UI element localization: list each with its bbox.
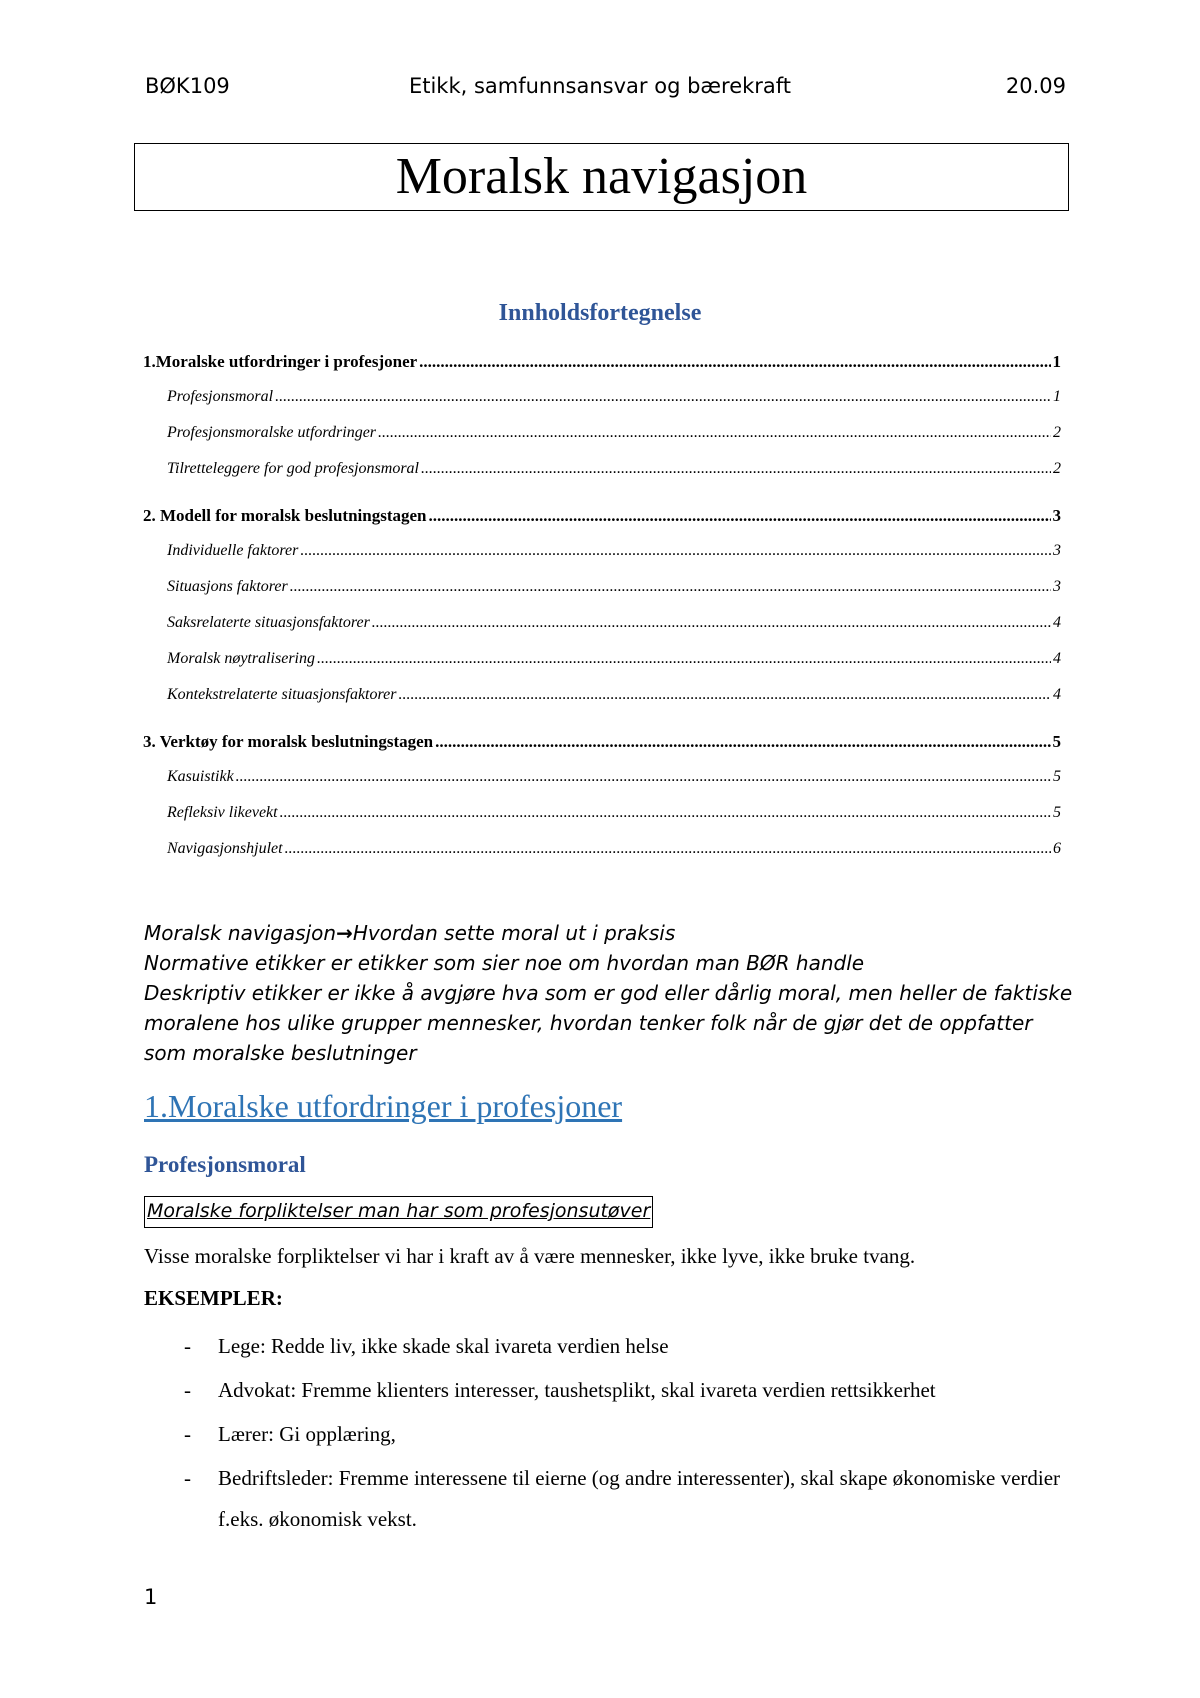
toc-heading: Innholdsfortegnelse	[498, 300, 702, 326]
examples-list	[184, 1326, 1064, 1543]
note-line	[144, 918, 1074, 948]
list-item	[184, 1458, 1064, 1540]
toc-entry[interactable]	[143, 804, 1061, 840]
list-item-text: Lege: Redde liv, ikke skade skal ivareta verdien helse	[218, 1334, 669, 1358]
toc-entry[interactable]	[143, 424, 1061, 460]
toc-leader-dots	[280, 804, 1051, 822]
toc-entry[interactable]	[143, 840, 1061, 876]
dash-bullet: -	[184, 1466, 191, 1490]
toc-entry-page: 3	[1052, 506, 1061, 525]
dash-bullet: -	[184, 1378, 191, 1402]
toc-leader-dots	[285, 840, 1051, 858]
toc-entry-page: 1	[1053, 388, 1061, 405]
toc-entry-page: 1	[1052, 352, 1061, 371]
note-line: Normative etikker er etikker som sier noe om hvordan man BØR handle	[144, 951, 865, 975]
dash-bullet: -	[184, 1422, 191, 1446]
toc-entry-page: 4	[1053, 650, 1061, 667]
list-item	[184, 1326, 1064, 1367]
toc-entry[interactable]	[143, 388, 1061, 424]
toc-entry-label: Profesjonsmoral	[167, 388, 274, 405]
toc-entry-page: 3	[1053, 542, 1061, 559]
toc-entry[interactable]	[143, 650, 1061, 686]
table-of-contents	[143, 352, 1061, 876]
toc-entry-label: 1.Moralske utfordringer i profesjoner	[143, 352, 418, 371]
toc-entry[interactable]	[143, 578, 1061, 614]
toc-entry[interactable]	[143, 732, 1061, 768]
document-title: Moralsk navigasjon	[134, 143, 1069, 211]
toc-entry-page: 4	[1053, 686, 1061, 703]
toc-entry-page: 5	[1052, 732, 1061, 751]
section-heading: 1.Moralske utfordringer i profesjoner	[144, 1088, 623, 1124]
toc-entry-page: 2	[1053, 460, 1061, 477]
toc-entry-label: Refleksiv likevekt	[167, 804, 278, 821]
body-paragraph: Visse moralske forpliktelser vi har i kraft av å være mennesker, ikke lyve, ikke bruke tvang.	[144, 1244, 916, 1268]
header-course-code: BØK109	[145, 74, 230, 98]
toc-entry[interactable]	[143, 352, 1061, 388]
list-item-text: Advokat: Fremme klienters interesser, taushetsplikt, skal ivareta verdien rettsikkerhet	[218, 1378, 936, 1402]
toc-entry[interactable]	[143, 768, 1061, 804]
toc-entry-label: Tilretteleggere for god profesjonsmoral	[167, 460, 419, 477]
toc-entry-label: Profesjonsmoralske utfordringer	[167, 424, 377, 441]
toc-entry-label: Individuelle faktorer	[167, 542, 299, 559]
toc-entry-page: 2	[1053, 424, 1061, 441]
toc-entry-page: 5	[1053, 804, 1061, 821]
intro-notes	[144, 918, 1074, 1068]
page-number: 1	[144, 1585, 158, 1609]
toc-leader-dots	[429, 506, 1051, 526]
toc-entry-label: Navigasjonshjulet	[167, 840, 283, 857]
toc-entry-label: Kontekstrelaterte situasjonsfaktorer	[167, 686, 397, 703]
toc-leader-dots	[300, 542, 1051, 560]
toc-entry[interactable]	[143, 460, 1061, 496]
toc-leader-dots	[398, 686, 1051, 704]
list-item-text: Lærer: Gi opplæring,	[218, 1422, 396, 1446]
toc-entry[interactable]	[143, 614, 1061, 650]
note-text: Moralsk navigasjon	[144, 921, 337, 945]
toc-entry-label: 3. Verktøy for moralsk beslutningstagen	[143, 732, 434, 751]
list-item-text: Bedriftsleder: Fremme interessene til eierne (og andre interessenter), skal skape økonomiske verdier f.eks. økonomisk vekst.	[218, 1466, 1061, 1531]
boxed-definition: Moralske forpliktelser man har som profesjonsutøver	[144, 1196, 653, 1228]
toc-leader-dots	[421, 460, 1051, 478]
toc-leader-dots	[275, 388, 1051, 406]
header-course-title: Etikk, samfunnsansvar og bærekraft	[408, 74, 792, 98]
right-arrow-icon: →	[336, 921, 353, 945]
toc-entry-label: 2. Modell for moralsk beslutningstagen	[143, 506, 427, 525]
toc-leader-dots	[290, 578, 1051, 596]
toc-leader-dots	[419, 352, 1050, 372]
toc-entry-label: Situasjons faktorer	[167, 578, 288, 595]
toc-leader-dots	[236, 768, 1051, 786]
examples-heading: EKSEMPLER:	[144, 1286, 283, 1310]
list-item	[184, 1370, 1064, 1411]
toc-entry[interactable]	[143, 686, 1061, 722]
note-line: Deskriptiv etikker er ikke å avgjøre hva som er god eller dårlig moral, men heller de faktiske moralene hos ulike grupper mennesker, hvordan tenker folk når de gjør det de oppfatter som moralske beslutninger	[144, 981, 1073, 1065]
toc-entry[interactable]	[143, 542, 1061, 578]
note-text: Hvordan sette moral ut i praksis	[352, 921, 676, 945]
list-item	[184, 1414, 1064, 1455]
toc-entry-page: 4	[1053, 614, 1061, 631]
toc-entry-page: 6	[1053, 840, 1061, 857]
toc-leader-dots	[317, 650, 1051, 668]
dash-bullet: -	[184, 1334, 191, 1358]
toc-entry-label: Moralsk nøytralisering	[167, 650, 315, 667]
toc-entry-page: 3	[1053, 578, 1061, 595]
toc-leader-dots	[435, 732, 1050, 752]
toc-leader-dots	[372, 614, 1051, 632]
toc-entry-label: Saksrelaterte situasjonsfaktorer	[167, 614, 370, 631]
toc-entry-label: Kasuistikk	[167, 768, 234, 785]
header-date: 20.09	[1005, 74, 1066, 98]
toc-leader-dots	[378, 424, 1051, 442]
subsection-heading: Profesjonsmoral	[144, 1152, 306, 1177]
toc-entry-page: 5	[1053, 768, 1061, 785]
toc-entry[interactable]	[143, 506, 1061, 542]
